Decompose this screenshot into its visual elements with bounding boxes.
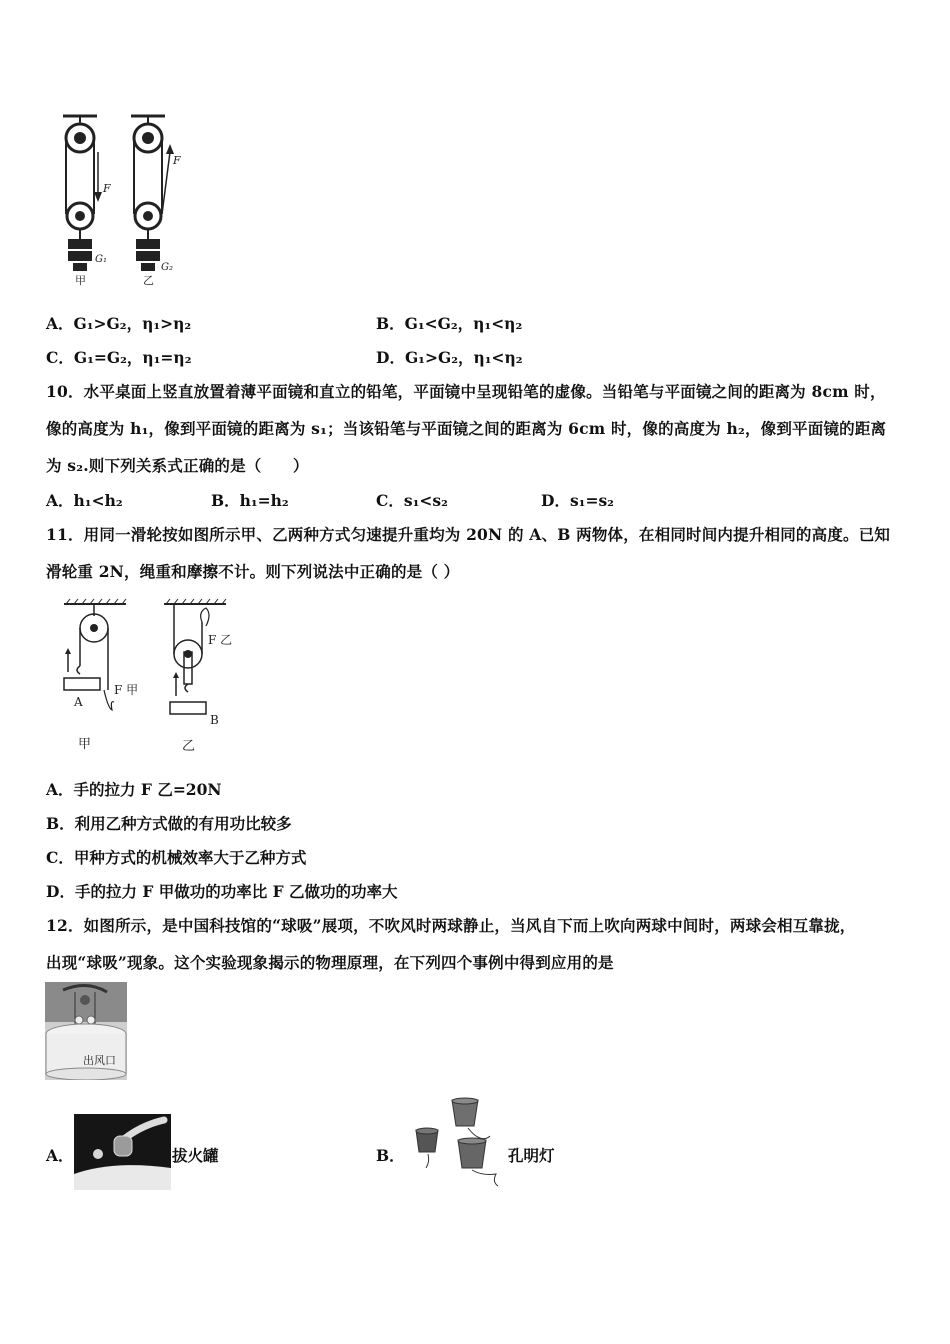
q9-force-label-left: F [103,182,111,195]
q10-option-d[interactable]: D．s₁=s₂ [541,491,614,510]
q9-jia-label: 甲 [75,274,86,287]
cupping-illustration [74,1114,171,1190]
q10-stem-line-1: 10．水平桌面上竖直放置着薄平面镜和直立的铅笔，平面镜中呈现铅笔的虚像。当铅笔与平面镜之间的距离为 8cm 时， [46,382,886,401]
q9-yi-label: 乙 [143,274,154,287]
q11-pulley-figure [56,598,256,758]
q12-option-a-text[interactable]: 拔火罐 [172,1146,219,1165]
q9-option-a[interactable]: A．G₁>G₂，η₁>η₂ [46,314,192,333]
q10-option-a[interactable]: A．h₁<h₂ [46,491,123,510]
q12-photo-caption: 出风口 [83,1054,116,1067]
q11-stem-line-2: 滑轮重 2N，绳重和摩擦不计。则下列说法中正确的是（ ） [46,562,460,581]
q12-option-b-image[interactable] [412,1094,500,1194]
q12-exhibit-photo [45,982,127,1080]
q11-yi-label: 乙 [182,739,196,754]
q12-option-a-image[interactable] [74,1114,171,1190]
q12-option-b-text[interactable]: 孔明灯 [508,1146,555,1165]
q11-option-c[interactable]: C．甲种方式的机械效率大于乙种方式 [46,848,307,867]
q11-option-b[interactable]: B．利用乙种方式做的有用功比较多 [46,814,292,833]
q10-stem-line-2: 像的高度为 h₁，像到平面镜的距离为 s₁；当该铅笔与平面镜之间的距离为 6cm 时，像的高度为 h₂，像到平面镜的距离 [46,419,887,438]
q11-jia-label: 甲 [78,737,92,752]
q10-option-c[interactable]: C．s₁<s₂ [376,491,448,510]
q9-g1-label: G₁ [95,254,107,265]
q12-option-a-letter[interactable]: A． [46,1146,74,1165]
q11-block-a-label: A [74,695,83,709]
q9-option-d[interactable]: D．G₁>G₂，η₁<η₂ [376,348,523,367]
q12-stem-line-1: 12．如图所示，是中国科技馆的“球吸”展项，不吹风时两球静止，当风自下而上吹向两球中间时，两球会相互靠拢， [46,916,856,935]
q11-option-d[interactable]: D．手的拉力 F 甲做功的功率比 F 乙做功的功率大 [46,882,398,901]
q12-option-b-letter[interactable]: B． [376,1146,405,1165]
q9-force-label-right: F [173,154,181,167]
q11-block-b-label: B [210,713,219,727]
q11-f-jia-label: F 甲 [114,683,139,697]
q10-option-b[interactable]: B．h₁=h₂ [211,491,289,510]
q9-option-c[interactable]: C．G₁=G₂，η₁=η₂ [46,348,192,367]
q9-g2-label: G₂ [161,262,173,273]
q11-f-yi-label: F 乙 [208,633,233,647]
q11-option-a[interactable]: A．手的拉力 F 乙=20N [46,780,222,799]
q12-stem-line-2: 出现“球吸”现象。这个实验现象揭示的物理原理，在下列四个事例中得到应用的是 [46,953,614,972]
q9-option-b[interactable]: B．G₁<G₂，η₁<η₂ [376,314,523,333]
q9-pulley-figure [55,112,195,292]
q10-stem-line-3: 为 s₂.则下列关系式正确的是（ ） [46,456,309,475]
q11-stem-line-1: 11．用同一滑轮按如图所示甲、乙两种方式匀速提升重均为 20N 的 A、B 两物体，在相同时间内提升相同的高度。已知 [46,525,891,544]
